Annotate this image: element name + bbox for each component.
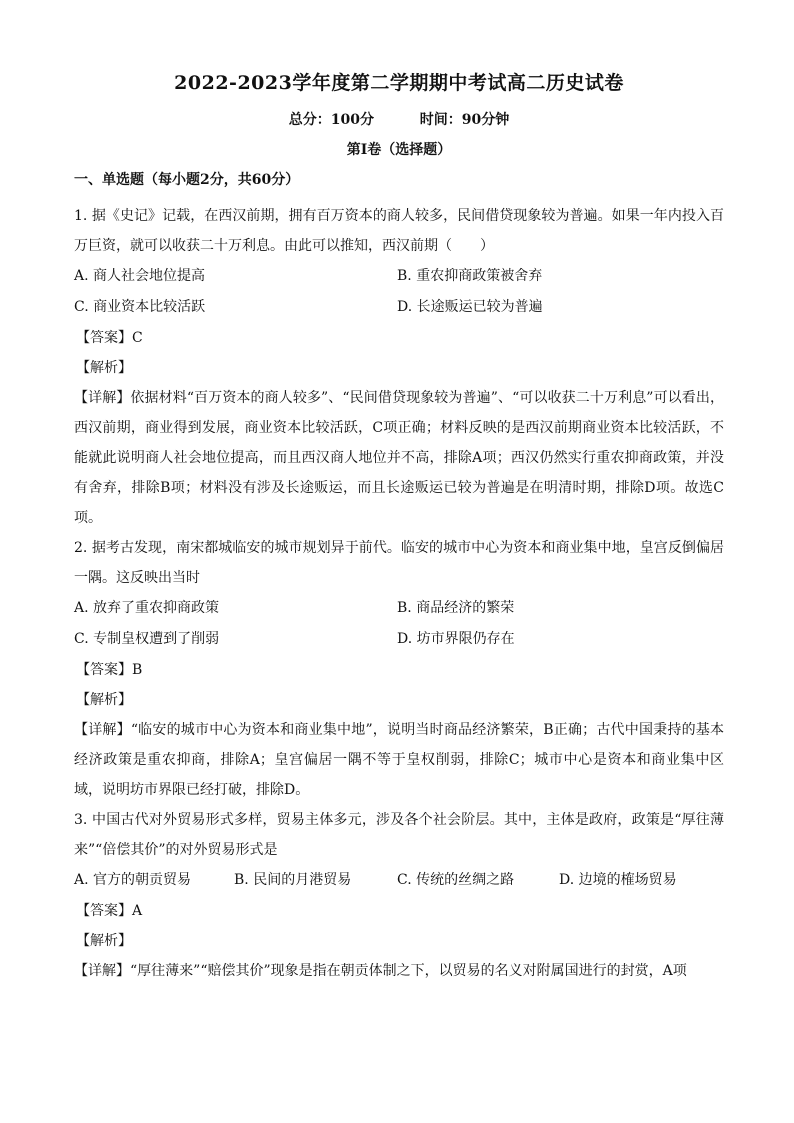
question-stem: 3. 中国古代对外贸易形式多样，贸易主体多元，涉及各个社会阶层。其中，主体是政府，政策是“厚往薄来”“倍偿其价”的对外贸易形式是 xyxy=(74,812,724,858)
question-stem: 2. 据考古发现，南宋都城临安的城市规划异于前代。临安的城市中心为资本和商业集中地，皇宫反倒偏居一隅。这反映出当时 xyxy=(74,540,724,586)
option-a: A. 商人社会地位提高 xyxy=(74,268,206,284)
answer-label: 【答案】C xyxy=(76,330,143,346)
option-c: C. 传统的丝绸之路 xyxy=(397,872,515,888)
total-score: 总分：100分 xyxy=(288,112,374,128)
page-title: 2022-2023学年度第二学期期中考试高二历史试卷 xyxy=(174,72,624,94)
detail-text: 【详解】“临安的城市中心为资本和商业集中地”，说明当时商品经济繁荣，B正确；古代中国秉持的基本经济政策是重农抑商，排除A；皇宫偏居一隅不等于皇权削弱，排除C；城市中心是资本和商业集中区域，说明坊市界限已经打破，排除D。 xyxy=(74,722,724,798)
option-d: D. 长途贩运已较为普遍 xyxy=(397,299,543,315)
question-options xyxy=(74,261,724,323)
option-d: D. 坊市界限仍存在 xyxy=(397,631,515,647)
detail-text: 【详解】“厚往薄来”“赔偿其价”现象是指在朝贡体制之下，以贸易的名义对附属国进行的封赏，A项 xyxy=(74,963,687,979)
question-2 xyxy=(74,533,724,805)
option-a: A. 放弃了重农抑商政策 xyxy=(74,600,220,616)
exam-meta xyxy=(74,109,724,129)
option-b: B. 民间的月港贸易 xyxy=(234,872,352,888)
option-d: D. 边境的榷场贸易 xyxy=(559,872,677,888)
option-b: B. 重农抑商政策被舍弃 xyxy=(397,268,543,284)
question-1 xyxy=(74,201,724,533)
exam-page xyxy=(74,68,724,986)
analysis-label: 【解析】 xyxy=(76,933,132,949)
question-options xyxy=(74,865,724,896)
detail-text: 【详解】依据材料“百万资本的商人较多”、“民间借贷现象较为普遍”、“可以收获二十万利息”可以看出，西汉前期，商业得到发展，商业资本比较活跃，C项正确；材料反映的是西汉前期商业资本比较活跃，不能就此说明商人社会地位提高，而且西汉商人地位并不高，排除A项；西汉仍然实行重农抑商政策，并没有舍弃，排除B项；材料没有涉及长途贩运，而且长途贩运已较为普遍是在明清时期，排除D项。故选C项。 xyxy=(74,390,724,526)
option-c: C. 专制皇权遭到了削弱 xyxy=(74,631,220,647)
option-a: A. 官方的朝贡贸易 xyxy=(74,872,192,888)
analysis-label: 【解析】 xyxy=(76,692,132,708)
answer-label: 【答案】B xyxy=(76,662,143,678)
answer-label: 【答案】A xyxy=(76,903,143,919)
volume-heading: 第Ⅰ卷（选择题） xyxy=(346,142,452,158)
question-stem: 1. 据《史记》记载，在西汉前期，拥有百万资本的商人较多，民间借贷现象较为普遍。如果一年内投入百万巨资，就可以收获二十万利息。由此可以推知，西汉前期（ ） xyxy=(74,208,724,254)
question-3 xyxy=(74,805,724,986)
section-heading: 一、单选题（每小题2分，共60分） xyxy=(74,172,300,188)
question-options xyxy=(74,593,724,655)
analysis-label: 【解析】 xyxy=(76,360,132,376)
option-b: B. 商品经济的繁荣 xyxy=(397,600,515,616)
option-c: C. 商业资本比较活跃 xyxy=(74,299,206,315)
exam-time: 时间：90分钟 xyxy=(419,112,510,128)
